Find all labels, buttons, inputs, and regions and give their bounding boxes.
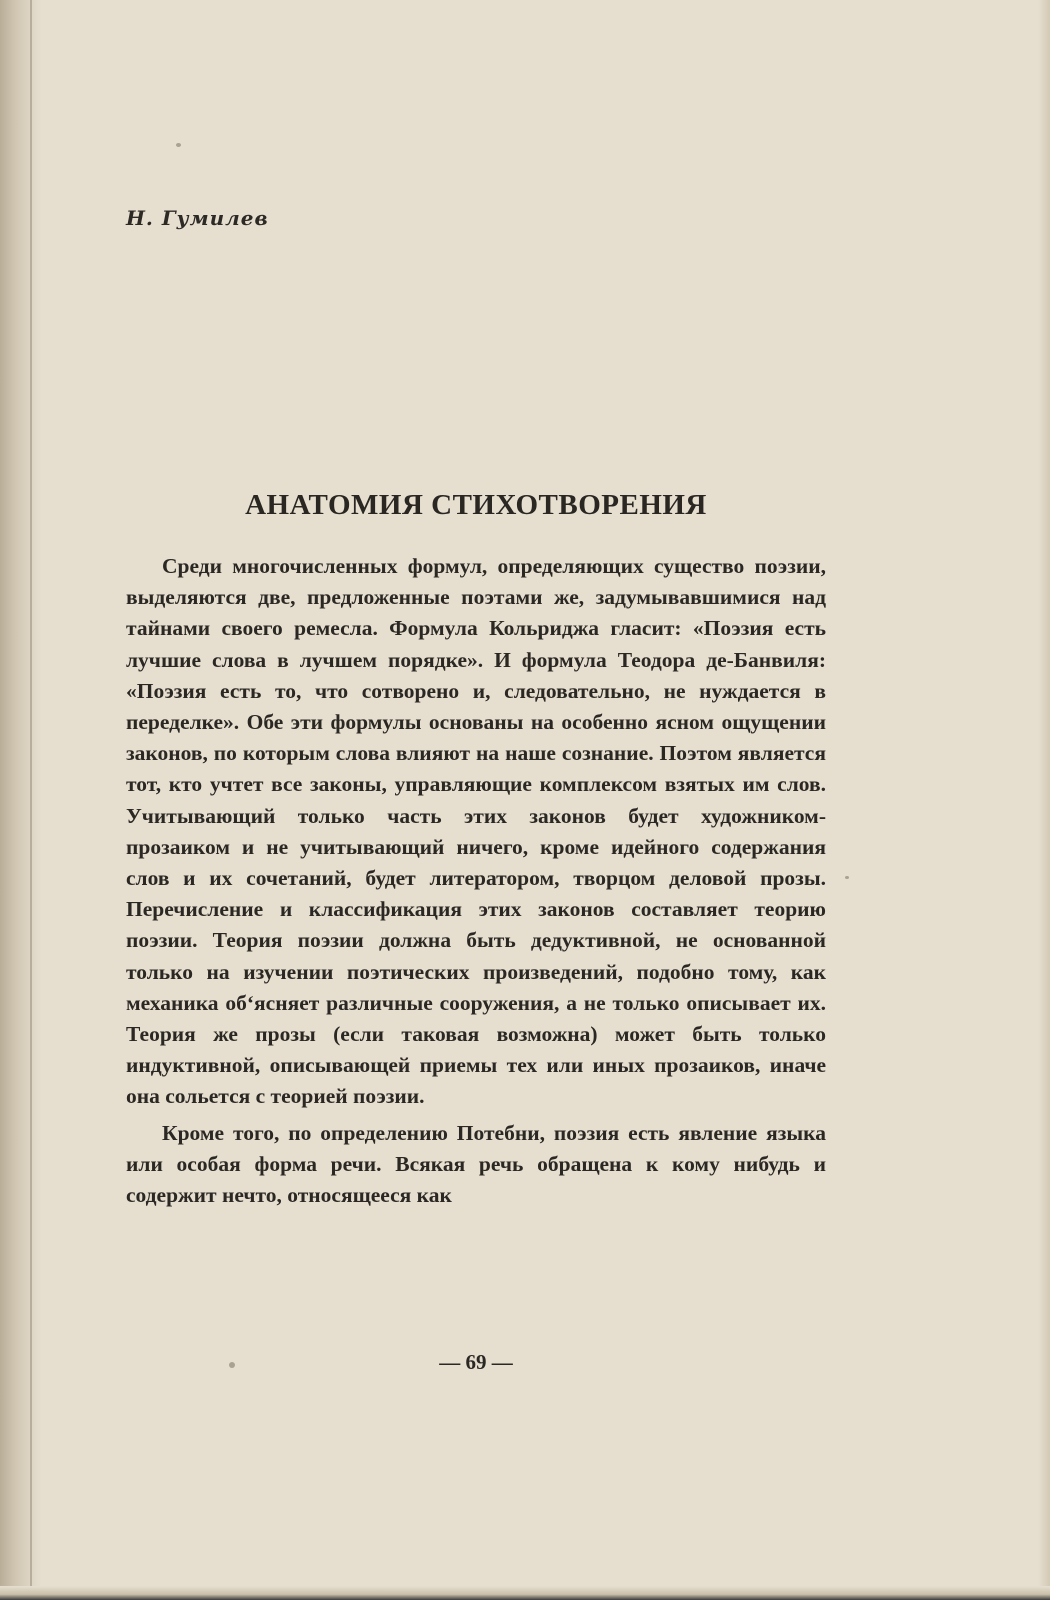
page-bottom-edge bbox=[0, 1586, 1050, 1600]
paper-speck bbox=[845, 876, 849, 879]
body-paragraph: Среди многочисленных формул, определяющих существо поэзии, выделяются две, предложенные поэтами же, задумывавшимися над тайнами своего ремесла. Формула Кольриджа гласит: «Поэзия есть лучшие слова в лучшем порядке». И формула Теодора де-Банвиля: «Поэзия есть то, что сотворено и, следовательно, не нуждается в переделке». Обе эти формулы основаны на особенно ясном ощущении законов, по которым слова влияют на наше сознание. Поэтом является тот, кто учтет все законы, управляющие комплексом взятых им слов. Учитывающий только часть этих законов будет художником-прозаиком и не учитывающий ничего, кроме идейного содержания слов и их сочетаний, будет литератором, творцом деловой прозы. Перечисление и классификация этих законов составляет теорию поэзии. Теория поэзии должна быть дедуктивной, не основанной только на изучении поэтических произведений, подобно тому, как механика об‘ясняет различные сооружения, а не только описывает их. Теория же прозы (если таковая возможна) может быть только индуктивной, описывающей приемы тех или иных прозаиков, иначе она сольется с теорией поэзии. bbox=[126, 554, 826, 1109]
page-right-edge bbox=[1038, 0, 1050, 1600]
page-number: — 69 — bbox=[439, 1350, 513, 1374]
page-binding-edge bbox=[0, 0, 42, 1600]
article-title: АНАТОМИЯ СТИХОТВОРЕНИЯ bbox=[245, 489, 707, 521]
article-body bbox=[126, 551, 826, 1216]
body-paragraph: Кроме того, по определению Потебни, поэзия есть явление языка или особая форма речи. Всякая речь обращена к кому нибудь и содержит нечто, относящееся как bbox=[126, 1120, 826, 1208]
paper-speck bbox=[176, 143, 181, 147]
running-header-author: Н. Гумилев bbox=[126, 206, 269, 230]
